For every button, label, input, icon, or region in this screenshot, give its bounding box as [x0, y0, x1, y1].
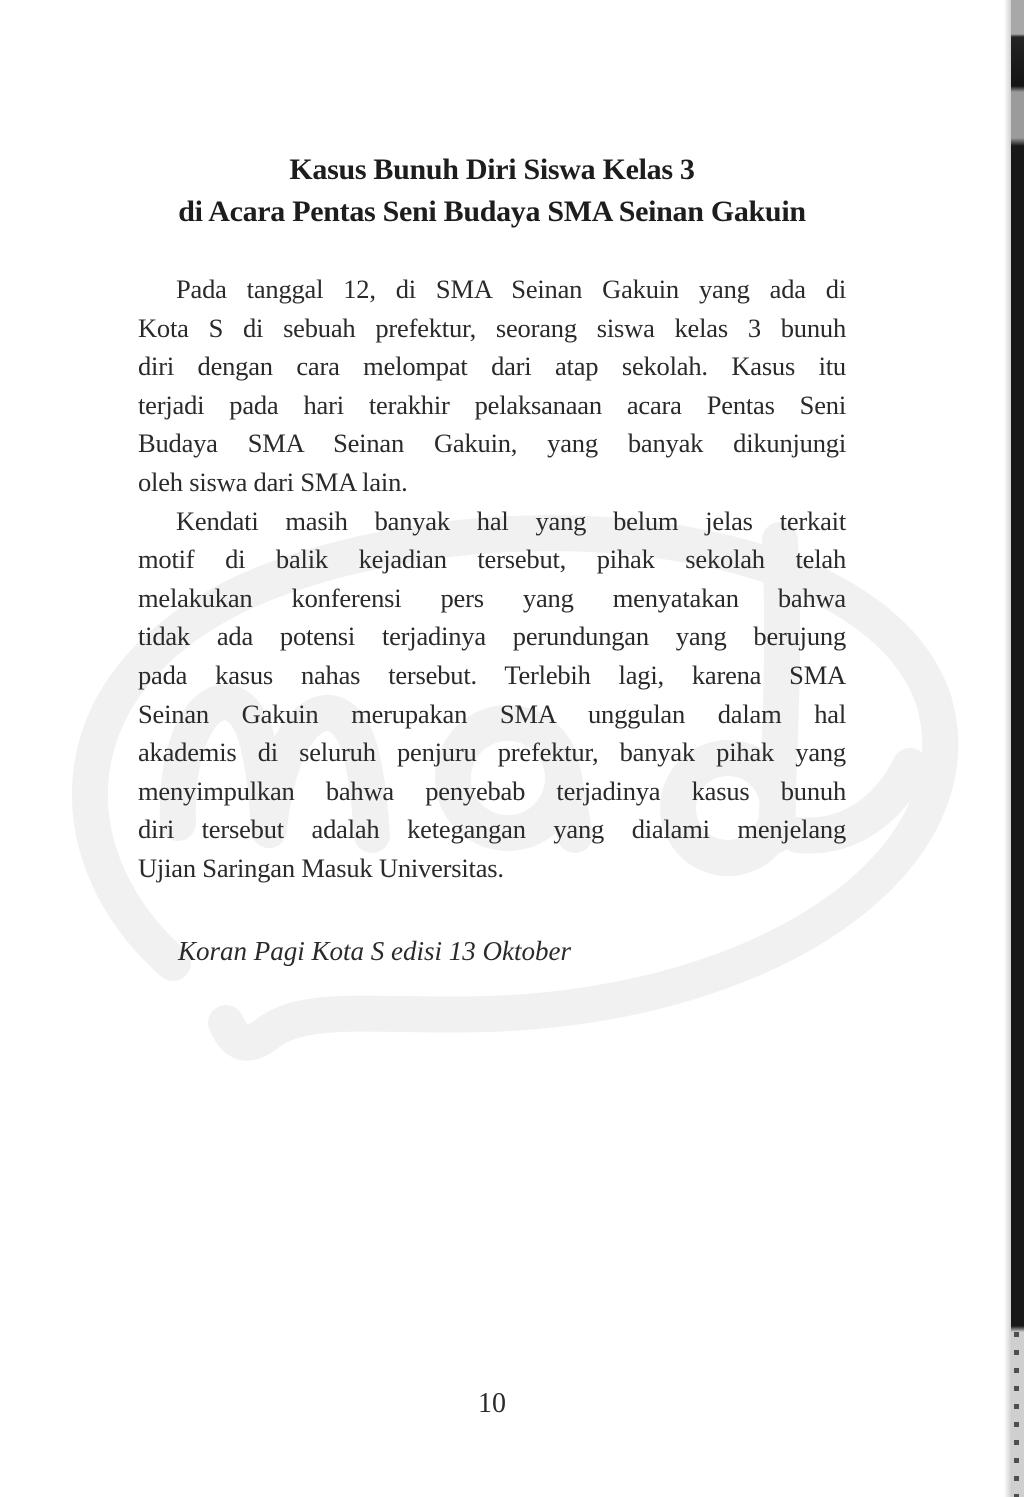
body-line: pada kasus nahas tersebut. Terlebih lagi, karena SMA: [138, 659, 846, 690]
body-line: motif di balik kejadian tersebut, pihak sekolah telah: [138, 544, 846, 575]
body-line: menyimpulkan bahwa penyebab terjadinya kasus bunuh: [138, 775, 846, 806]
body-line: terjadi pada hari terakhir pelaksanaan acara Pentas Seni: [138, 389, 846, 420]
body-line: Ujian Saringan Masuk Universitas.: [138, 852, 504, 883]
body-line: Kota S di sebuah prefektur, seorang siswa kelas 3 bunuh: [138, 312, 846, 343]
body-line: Seinan Gakuin merupakan SMA unggulan dalam hal: [138, 698, 846, 729]
article-title-line-1: Kasus Bunuh Diri Siswa Kelas 3: [289, 153, 695, 186]
body-line: Kendati masih banyak hal yang belum jelas terkait: [176, 505, 846, 536]
body-line: Pada tanggal 12, di SMA Seinan Gakuin yang ada di: [176, 274, 846, 304]
source-citation: Koran Pagi Kota S edisi 13 Oktober: [178, 936, 571, 966]
article-title-line-2: di Acara Pentas Seni Budaya SMA Seinan Gakuin: [178, 195, 806, 228]
body-line: diri dengan cara melompat dari atap sekolah. Kasus itu: [138, 351, 846, 382]
article-title: [138, 149, 846, 233]
scan-edge-artifact: [1011, 0, 1024, 1497]
body-line: tidak ada potensi terjadinya perundungan yang berujung: [138, 621, 846, 652]
article-body: [138, 270, 846, 888]
body-line: melakukan konferensi pers yang menyatakan bahwa: [138, 582, 846, 613]
body-line: Budaya SMA Seinan Gakuin, yang banyak dikunjungi: [138, 428, 846, 459]
page-number: 10: [478, 1388, 506, 1419]
body-line: oleh siswa dari SMA lain.: [138, 466, 408, 497]
body-line: diri tersebut adalah ketegangan yang dialami menjelang: [138, 814, 846, 845]
body-line: akademis di seluruh penjuru prefektur, banyak pihak yang: [138, 737, 846, 768]
